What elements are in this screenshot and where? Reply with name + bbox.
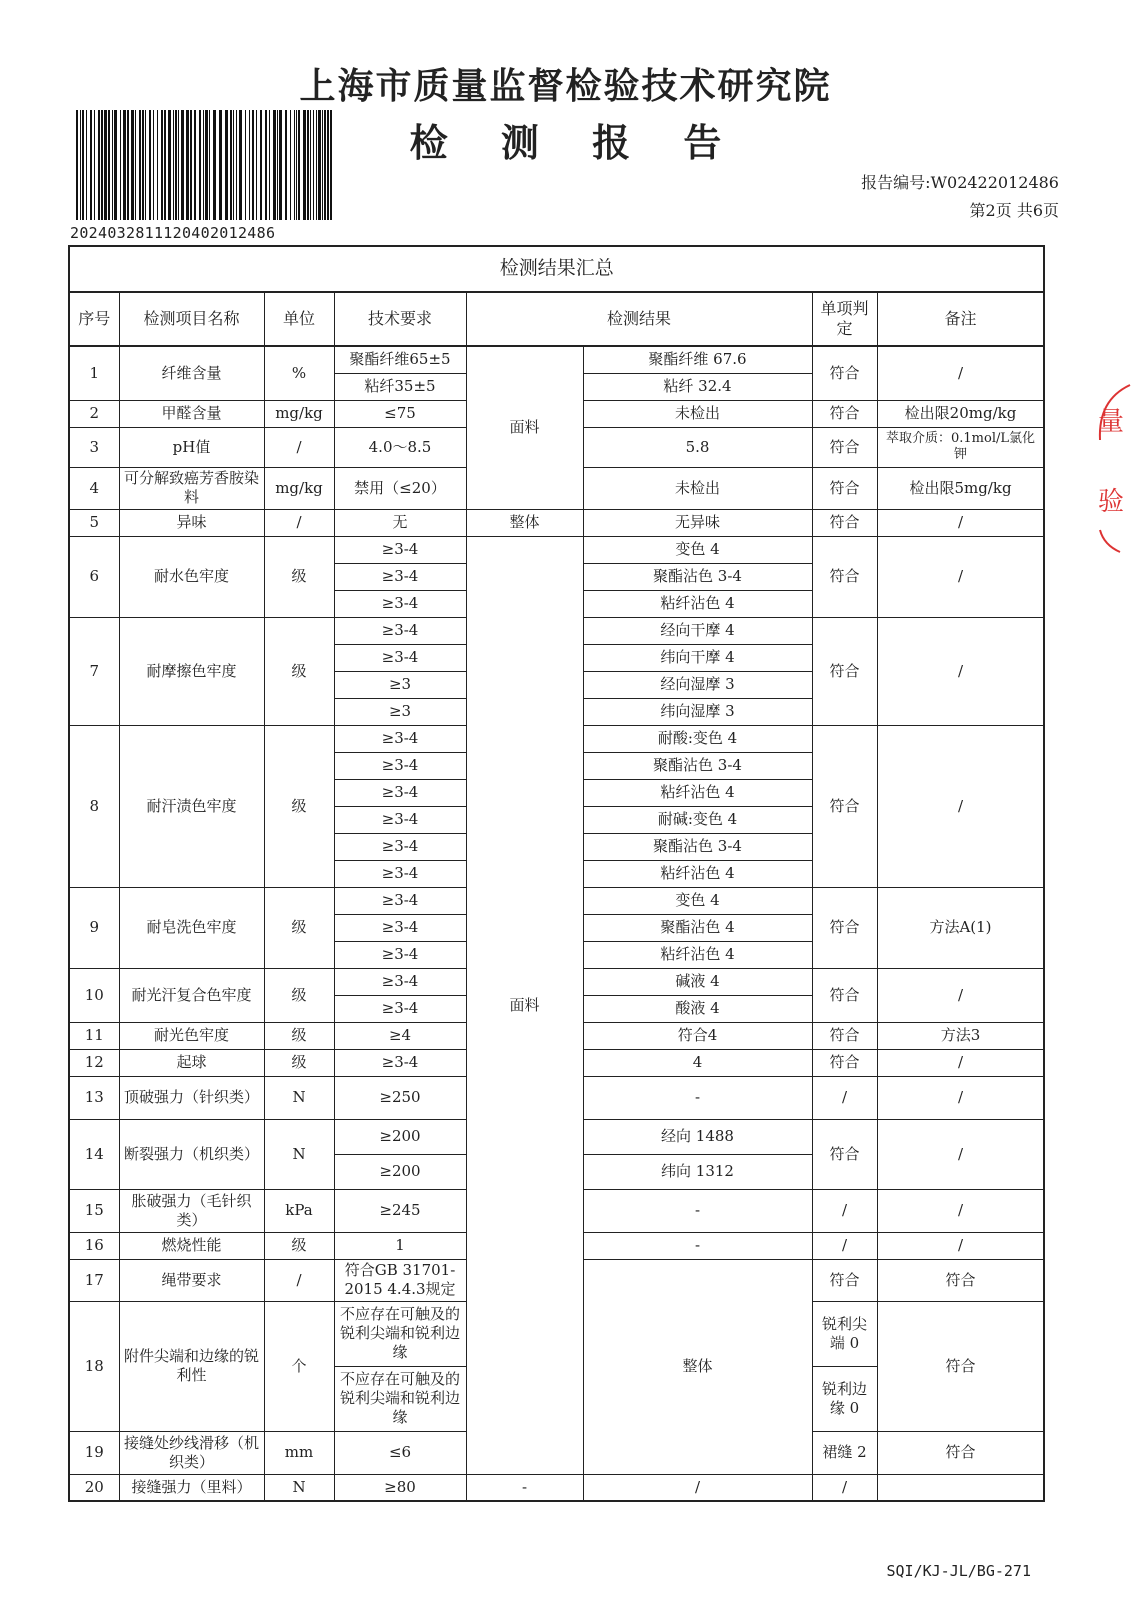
row-result: 聚酯沾色 3-4 (583, 563, 812, 590)
row-unit: N (264, 1119, 334, 1189)
row-item: 胀破强力（毛针织类） (119, 1189, 264, 1232)
barcode-bar (157, 110, 158, 220)
row-note: / (877, 509, 1044, 536)
row-requirement: ≥3-4 (334, 617, 466, 644)
row-unit: 级 (264, 968, 334, 1022)
row-requirement: 不应存在可触及的锐利尖端和锐利边缘 (334, 1366, 466, 1431)
barcode-bar (310, 110, 311, 220)
barcode-bar (307, 110, 309, 220)
row-requirement: ≥200 (334, 1119, 466, 1154)
row-note: / (877, 1049, 1044, 1076)
barcode-bar (290, 110, 291, 220)
row-result: 耐酸:变色 4 (583, 725, 812, 752)
row-requirement: ≥4 (334, 1022, 466, 1049)
row-result: 锐利边缘 0 (812, 1366, 877, 1431)
row-requirement: ≥3-4 (334, 752, 466, 779)
barcode-bar (173, 110, 174, 220)
barcode-bar (277, 110, 278, 220)
part-label: 面料 (466, 536, 583, 1474)
barcode-bar (164, 110, 166, 220)
row-result: 聚酯沾色 3-4 (583, 833, 812, 860)
row-judgement: 符合 (877, 1259, 1044, 1301)
row-requirement: 符合GB 31701-2015 4.4.3规定 (334, 1259, 466, 1301)
svg-text:验: 验 (1098, 487, 1125, 517)
row-requirement: ≥3-4 (334, 860, 466, 887)
barcode-bar (190, 110, 192, 220)
part-label: 整体 (466, 509, 583, 536)
row-result: - (583, 1189, 812, 1232)
row-requirement: ≥3-4 (334, 563, 466, 590)
barcode-bar (213, 110, 216, 220)
barcode-bar (76, 110, 78, 220)
row-requirement: ≥3-4 (334, 995, 466, 1022)
header-unit: 单位 (264, 292, 334, 346)
row-no: 2 (69, 400, 119, 427)
barcode-bar (279, 110, 282, 220)
row-result: 粘纤沾色 4 (583, 779, 812, 806)
row-item: 耐汗渍色牢度 (119, 725, 264, 887)
barcode-bar (324, 110, 326, 220)
row-judgement: 符合 (812, 1049, 877, 1076)
row-requirement: ≥3 (334, 698, 466, 725)
barcode-bar (260, 110, 262, 220)
row-requirement: 无 (334, 509, 466, 536)
row-requirement: ≥3-4 (334, 779, 466, 806)
row-no: 14 (69, 1119, 119, 1189)
row-unit: % (264, 346, 334, 400)
row-requirement: 不应存在可触及的锐利尖端和锐利边缘 (334, 1301, 466, 1366)
row-unit: 级 (264, 536, 334, 617)
row-unit: kPa (264, 1189, 334, 1232)
row-note: / (877, 725, 1044, 887)
barcode-bar (256, 110, 257, 220)
row-no: 12 (69, 1049, 119, 1076)
row-result: 聚酯沾色 3-4 (583, 752, 812, 779)
row-unit: 级 (264, 887, 334, 968)
row-no: 20 (69, 1474, 119, 1501)
row-result: - (466, 1474, 583, 1501)
row-unit: mm (264, 1431, 334, 1474)
row-no: 8 (69, 725, 119, 887)
row-requirement: 禁用（≤20） (334, 467, 466, 509)
row-no: 18 (69, 1301, 119, 1431)
barcode-bar (249, 110, 250, 220)
caption-row (69, 246, 1044, 292)
row-result: 符合4 (583, 1022, 812, 1049)
row-item: 甲醛含量 (119, 400, 264, 427)
row-no: 11 (69, 1022, 119, 1049)
page-info: 第2页 共6页 (969, 201, 1059, 220)
barcode-bar (90, 110, 92, 220)
header-row (69, 292, 1044, 346)
barcode-bar (149, 110, 151, 220)
row-judgement: 符合 (812, 725, 877, 887)
row-note: 检出限5mg/kg (877, 467, 1044, 509)
barcode-bar (219, 110, 222, 220)
row-result: 无异味 (583, 509, 812, 536)
header-item: 检测项目名称 (119, 292, 264, 346)
row-judgement: 符合 (877, 1431, 1044, 1474)
barcode-bar (135, 110, 136, 220)
row-requirement: ≥3-4 (334, 941, 466, 968)
barcode-bar (205, 110, 208, 220)
row-result: 粘纤沾色 4 (583, 941, 812, 968)
barcode-bar (153, 110, 154, 220)
barcode-bar (269, 110, 270, 220)
barcode-bar (330, 110, 332, 220)
row-unit: 级 (264, 725, 334, 887)
row-unit: 级 (264, 1022, 334, 1049)
row-item: 绳带要求 (119, 1259, 264, 1301)
barcode-bar (209, 110, 210, 220)
footer-code: SQI/KJ-JL/BG-271 (886, 1562, 1031, 1580)
row-requirement: ≥3-4 (334, 590, 466, 617)
row-result: 聚酯纤维 67.6 (583, 346, 812, 373)
row-result: 未检出 (583, 467, 812, 509)
row-item: 燃烧性能 (119, 1232, 264, 1259)
row-unit: mg/kg (264, 400, 334, 427)
row-item: 接缝处纱线滑移（机织类） (119, 1431, 264, 1474)
row-requirement: ≥3-4 (334, 833, 466, 860)
barcode-bar (142, 110, 144, 220)
report-number: 报告编号:W02422012486 (861, 173, 1059, 192)
barcode-bar (236, 110, 237, 220)
barcode-bar (265, 110, 267, 220)
row-item: 耐光汗复合色牢度 (119, 968, 264, 1022)
row-no: 3 (69, 427, 119, 467)
row-judgement: 符合 (877, 1301, 1044, 1431)
row-requirement: ≥3 (334, 671, 466, 698)
row-judgement: 符合 (812, 346, 877, 400)
barcode-bar (203, 110, 204, 220)
table-row (69, 509, 1044, 536)
row-result: 酸液 4 (583, 995, 812, 1022)
table-row (69, 536, 1044, 563)
barcode-bar (104, 110, 107, 220)
header-result: 检测结果 (466, 292, 812, 346)
row-result: 裙缝 2 (812, 1431, 877, 1474)
header-req: 技术要求 (334, 292, 466, 346)
row-requirement: ≥3-4 (334, 914, 466, 941)
row-item: 异味 (119, 509, 264, 536)
row-no: 6 (69, 536, 119, 617)
barcode-bar (101, 110, 103, 220)
red-seal-stamp (1090, 380, 1131, 560)
row-no: 5 (69, 509, 119, 536)
barcode-bar (233, 110, 234, 220)
barcode-bar (322, 110, 323, 220)
barcode-bar (161, 110, 163, 220)
row-requirement: ≥250 (334, 1076, 466, 1119)
row-note: / (877, 346, 1044, 400)
barcode-image (76, 110, 334, 222)
barcode-bar (296, 110, 297, 220)
row-no: 7 (69, 617, 119, 725)
row-item: 附件尖端和边缘的锐利性 (119, 1301, 264, 1431)
row-result: 未检出 (583, 400, 812, 427)
barcode-bar (316, 110, 317, 220)
report-title: 检 测 报 告 (409, 120, 742, 165)
row-note: / (877, 536, 1044, 617)
row-requirement: ≤6 (334, 1431, 466, 1474)
row-judgement: 符合 (812, 509, 877, 536)
row-item: 顶破强力（针织类） (119, 1076, 264, 1119)
row-unit: 个 (264, 1301, 334, 1431)
barcode-bar (80, 110, 81, 220)
barcode-bar (181, 110, 184, 220)
row-judgement: 符合 (812, 400, 877, 427)
header-no: 序号 (69, 292, 119, 346)
row-unit: mg/kg (264, 467, 334, 509)
row-no: 16 (69, 1232, 119, 1259)
row-requirement: ≥3-4 (334, 725, 466, 752)
part-label: 面料 (466, 346, 583, 509)
row-note: / (877, 1076, 1044, 1119)
barcode-bar (178, 110, 179, 220)
barcode-bar (303, 110, 306, 220)
barcode-bar (225, 110, 228, 220)
barcode-bar (82, 110, 84, 220)
row-judgement: 符合 (812, 467, 877, 509)
row-judgement: / (812, 1076, 877, 1119)
row-note: / (877, 968, 1044, 1022)
row-note: 方法3 (877, 1022, 1044, 1049)
row-no: 10 (69, 968, 119, 1022)
row-no: 17 (69, 1259, 119, 1301)
table-row (69, 1474, 1044, 1501)
row-result: 碱液 4 (583, 968, 812, 995)
row-result: 纬向 1312 (583, 1154, 812, 1189)
row-requirement: ≥200 (334, 1154, 466, 1189)
row-requirement: ≥3-4 (334, 1049, 466, 1076)
row-judgement: 符合 (812, 1119, 877, 1189)
row-result: 符合 (812, 1259, 877, 1301)
row-item: 耐皂洗色牢度 (119, 887, 264, 968)
row-judgement: 符合 (812, 1022, 877, 1049)
barcode-bar (327, 110, 329, 220)
row-unit: / (264, 509, 334, 536)
row-judgement: / (812, 1189, 877, 1232)
row-note: / (812, 1474, 877, 1501)
barcode-bar (294, 110, 295, 220)
row-item: 接缝强力（里料） (119, 1474, 264, 1501)
row-result: 耐碱:变色 4 (583, 806, 812, 833)
row-note: / (877, 1119, 1044, 1189)
row-requirement: 粘纤35±5 (334, 373, 466, 400)
row-judgement: 符合 (812, 968, 877, 1022)
barcode-bar (252, 110, 254, 220)
barcode-bar (273, 110, 276, 220)
barcode-bar (86, 110, 87, 220)
barcode-bar (123, 110, 126, 220)
row-requirement: 聚酯纤维65±5 (334, 346, 466, 373)
row-result: - (583, 1076, 812, 1119)
barcode-bar (199, 110, 201, 220)
barcode-number: 20240328111204020124​86 (70, 224, 276, 242)
row-no: 4 (69, 467, 119, 509)
row-item: 纤维含量 (119, 346, 264, 400)
row-result: - (583, 1232, 812, 1259)
barcode-bar (112, 110, 113, 220)
row-item: 可分解致癌芳香胺染料 (119, 467, 264, 509)
barcode-bar (139, 110, 141, 220)
barcode-bar (145, 110, 146, 220)
row-item: 耐水色牢度 (119, 536, 264, 617)
barcode-bar (108, 110, 110, 220)
header-note: 备注 (877, 292, 1044, 346)
row-result: 经向干摩 4 (583, 617, 812, 644)
row-requirement: ≥3-4 (334, 644, 466, 671)
row-result: 锐利尖端 0 (812, 1301, 877, 1366)
row-unit: / (264, 427, 334, 467)
row-requirement: ≥3-4 (334, 806, 466, 833)
row-no: 9 (69, 887, 119, 968)
row-note: / (877, 1189, 1044, 1232)
row-result: 粘纤 32.4 (583, 373, 812, 400)
barcode-bar (230, 110, 232, 220)
row-judgement: 符合 (812, 536, 877, 617)
row-requirement: 1 (334, 1232, 466, 1259)
barcode-bar (175, 110, 177, 220)
row-result: 5.8 (583, 427, 812, 467)
row-note: 方法A(1) (877, 887, 1044, 968)
row-judgement: 符合 (812, 617, 877, 725)
row-item: 耐摩擦色牢度 (119, 617, 264, 725)
part-label: 整体 (583, 1259, 812, 1474)
barcode-bar (285, 110, 287, 220)
row-unit: 级 (264, 617, 334, 725)
row-no: 13 (69, 1076, 119, 1119)
row-result: 纬向干摩 4 (583, 644, 812, 671)
barcode-bar (194, 110, 196, 220)
results-table (68, 245, 1045, 1502)
row-requirement: ≥245 (334, 1189, 466, 1232)
row-requirement: ≥3-4 (334, 968, 466, 995)
barcode-bar (114, 110, 117, 220)
barcode-bar (168, 110, 171, 220)
row-result: 变色 4 (583, 887, 812, 914)
row-requirement: ≤75 (334, 400, 466, 427)
barcode-bar (98, 110, 100, 220)
barcode-bar (313, 110, 314, 220)
row-result: 粘纤沾色 4 (583, 590, 812, 617)
row-requirement: 4.0～8.5 (334, 427, 466, 467)
barcode-bar (318, 110, 321, 220)
row-note: 萃取介质：0.1mol/L氯化钾 (877, 427, 1044, 467)
row-unit: 级 (264, 1049, 334, 1076)
row-unit: 级 (264, 1232, 334, 1259)
barcode-bar (239, 110, 242, 220)
row-item: pH值 (119, 427, 264, 467)
barcode-bar (120, 110, 121, 220)
row-result: 变色 4 (583, 536, 812, 563)
row-note: 检出限20mg/kg (877, 400, 1044, 427)
row-result: 4 (583, 1049, 812, 1076)
row-judgement: 符合 (812, 887, 877, 968)
row-judgement: 符合 (812, 427, 877, 467)
row-item: 起球 (119, 1049, 264, 1076)
row-result: 经向 1488 (583, 1119, 812, 1154)
row-requirement: ≥80 (334, 1474, 466, 1501)
row-requirement: ≥3-4 (334, 887, 466, 914)
row-result: 聚酯沾色 4 (583, 914, 812, 941)
row-unit: N (264, 1474, 334, 1501)
row-unit: / (264, 1259, 334, 1301)
table-row (69, 346, 1044, 373)
row-no: 19 (69, 1431, 119, 1474)
row-judgement: / (812, 1232, 877, 1259)
table-caption: 检测结果汇总 (69, 246, 1044, 292)
institute-name: 上海市质量监督检验技术研究院 (299, 65, 832, 107)
row-result: 经向湿摩 3 (583, 671, 812, 698)
row-no: 1 (69, 346, 119, 400)
barcode-bar (127, 110, 129, 220)
row-result: 粘纤沾色 4 (583, 860, 812, 887)
row-note: / (877, 617, 1044, 725)
row-judgement: / (583, 1474, 812, 1501)
row-item: 断裂强力（机织类） (119, 1119, 264, 1189)
barcode-bar (298, 110, 300, 220)
row-no: 15 (69, 1189, 119, 1232)
barcode-bar (186, 110, 189, 220)
header-judge: 单项判定 (812, 292, 877, 346)
barcode-bar (245, 110, 246, 220)
svg-text:量: 量 (1098, 407, 1125, 437)
row-result: 纬向湿摩 3 (583, 698, 812, 725)
row-note: / (877, 1232, 1044, 1259)
row-unit: N (264, 1076, 334, 1119)
row-item: 耐光色牢度 (119, 1022, 264, 1049)
barcode-bar (131, 110, 134, 220)
row-requirement: ≥3-4 (334, 536, 466, 563)
barcode-bar (94, 110, 95, 220)
